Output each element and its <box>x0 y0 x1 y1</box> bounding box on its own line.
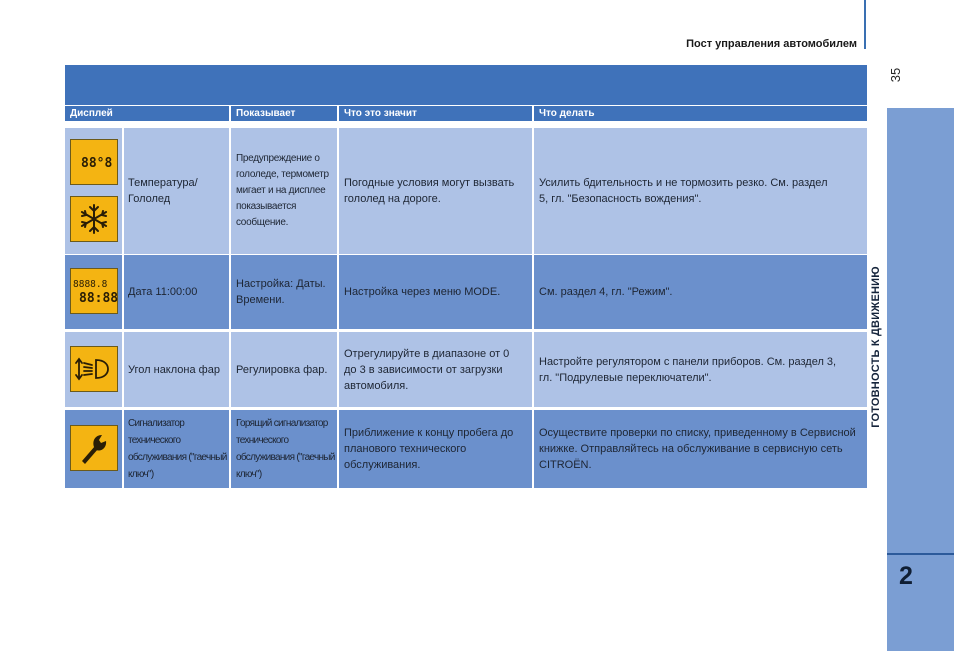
display-icon-cell <box>65 128 122 254</box>
display-icon-cell <box>65 255 122 329</box>
display-label-cell <box>124 128 229 254</box>
display-table <box>65 65 867 488</box>
meaning-cell <box>339 332 532 407</box>
action-cell <box>534 410 867 488</box>
chapter-rule <box>887 553 954 555</box>
display-label: Сигнализатор технического обслуживания ("гаечный ключ") <box>128 418 227 480</box>
headlamp-levelling-icon <box>70 346 118 392</box>
meaning-cell <box>339 128 532 254</box>
temperature-display-icon <box>70 139 118 185</box>
display-label: Угол наклона фар <box>128 363 220 376</box>
display-label-cell <box>124 410 229 488</box>
action-text: Осуществите проверки по списку, приведенному в Сервисной книжке. Отправляйтесь на обслуживание в сервисную сеть CITROËN. <box>539 427 856 471</box>
chapter-title: ГОТОВНОСТЬ К ДВИЖЕНИЮ <box>870 266 882 428</box>
meaning-text: Погодные условия могут вызвать гололед на дороге. <box>344 177 515 205</box>
shows-cell <box>231 255 337 329</box>
table-banner <box>65 65 867 105</box>
action-cell <box>534 332 867 407</box>
shows-text: Горящий сигнализатор технического обслуживания ("гаечный ключ") <box>236 418 335 480</box>
shows-cell <box>231 410 337 488</box>
action-text: Настройте регулятором с панели приборов. См. раздел 3, гл. "Подрулевые переключатели". <box>539 355 837 384</box>
meaning-cell <box>339 410 532 488</box>
display-label: Дата 11:00:00 <box>128 286 198 298</box>
snowflake-icon <box>70 196 118 242</box>
display-icon-cell <box>65 410 122 488</box>
header-display: Дисплей <box>65 106 229 121</box>
action-text: См. раздел 4, гл. "Режим". <box>539 286 673 298</box>
svg-text:88:88: 88:88 <box>79 291 119 306</box>
chapter-number: 2 <box>899 562 913 590</box>
action-cell <box>534 255 867 329</box>
header-action: Что делать <box>534 106 867 121</box>
meaning-text: Отрегулируйте в диапазоне от 0 до 3 в зависимости от загрузки автомобиля. <box>344 347 510 392</box>
display-label-cell <box>124 332 229 407</box>
page-number: 35 <box>887 67 903 83</box>
header-shows: Показывает <box>231 106 337 121</box>
column-headers <box>65 106 867 121</box>
meaning-text: Приближение к концу пробега до планового технического обслуживания. <box>344 427 514 471</box>
date-time-display-icon <box>70 268 118 314</box>
wrench-icon <box>70 425 118 471</box>
shows-cell <box>231 332 337 407</box>
display-icon-cell <box>65 332 122 407</box>
svg-text:88°8: 88°8 <box>81 156 113 171</box>
header-rule <box>864 0 866 49</box>
shows-text: Регулировка фар. <box>236 363 328 376</box>
display-label-cell <box>124 255 229 329</box>
action-text: Усилить бдительность и не тормозить резко. См. раздел 5, гл. "Безопасность вождения". <box>539 177 828 205</box>
header-meaning: Что это значит <box>339 106 532 121</box>
page-header-title: Пост управления автомобилем <box>686 38 857 50</box>
meaning-cell <box>339 255 532 329</box>
meaning-text: Настройка через меню MODE. <box>344 286 501 298</box>
svg-text:8888.8: 8888.8 <box>73 279 108 290</box>
action-cell <box>534 128 867 254</box>
shows-cell <box>231 128 337 254</box>
shows-text: Предупреждение о гололеде, термометр мигает и на дисплее показывается сообщение. <box>236 153 329 228</box>
shows-text: Настройка: Даты. Времени. <box>236 278 326 306</box>
display-label: Температура/ Гололед <box>128 177 198 205</box>
